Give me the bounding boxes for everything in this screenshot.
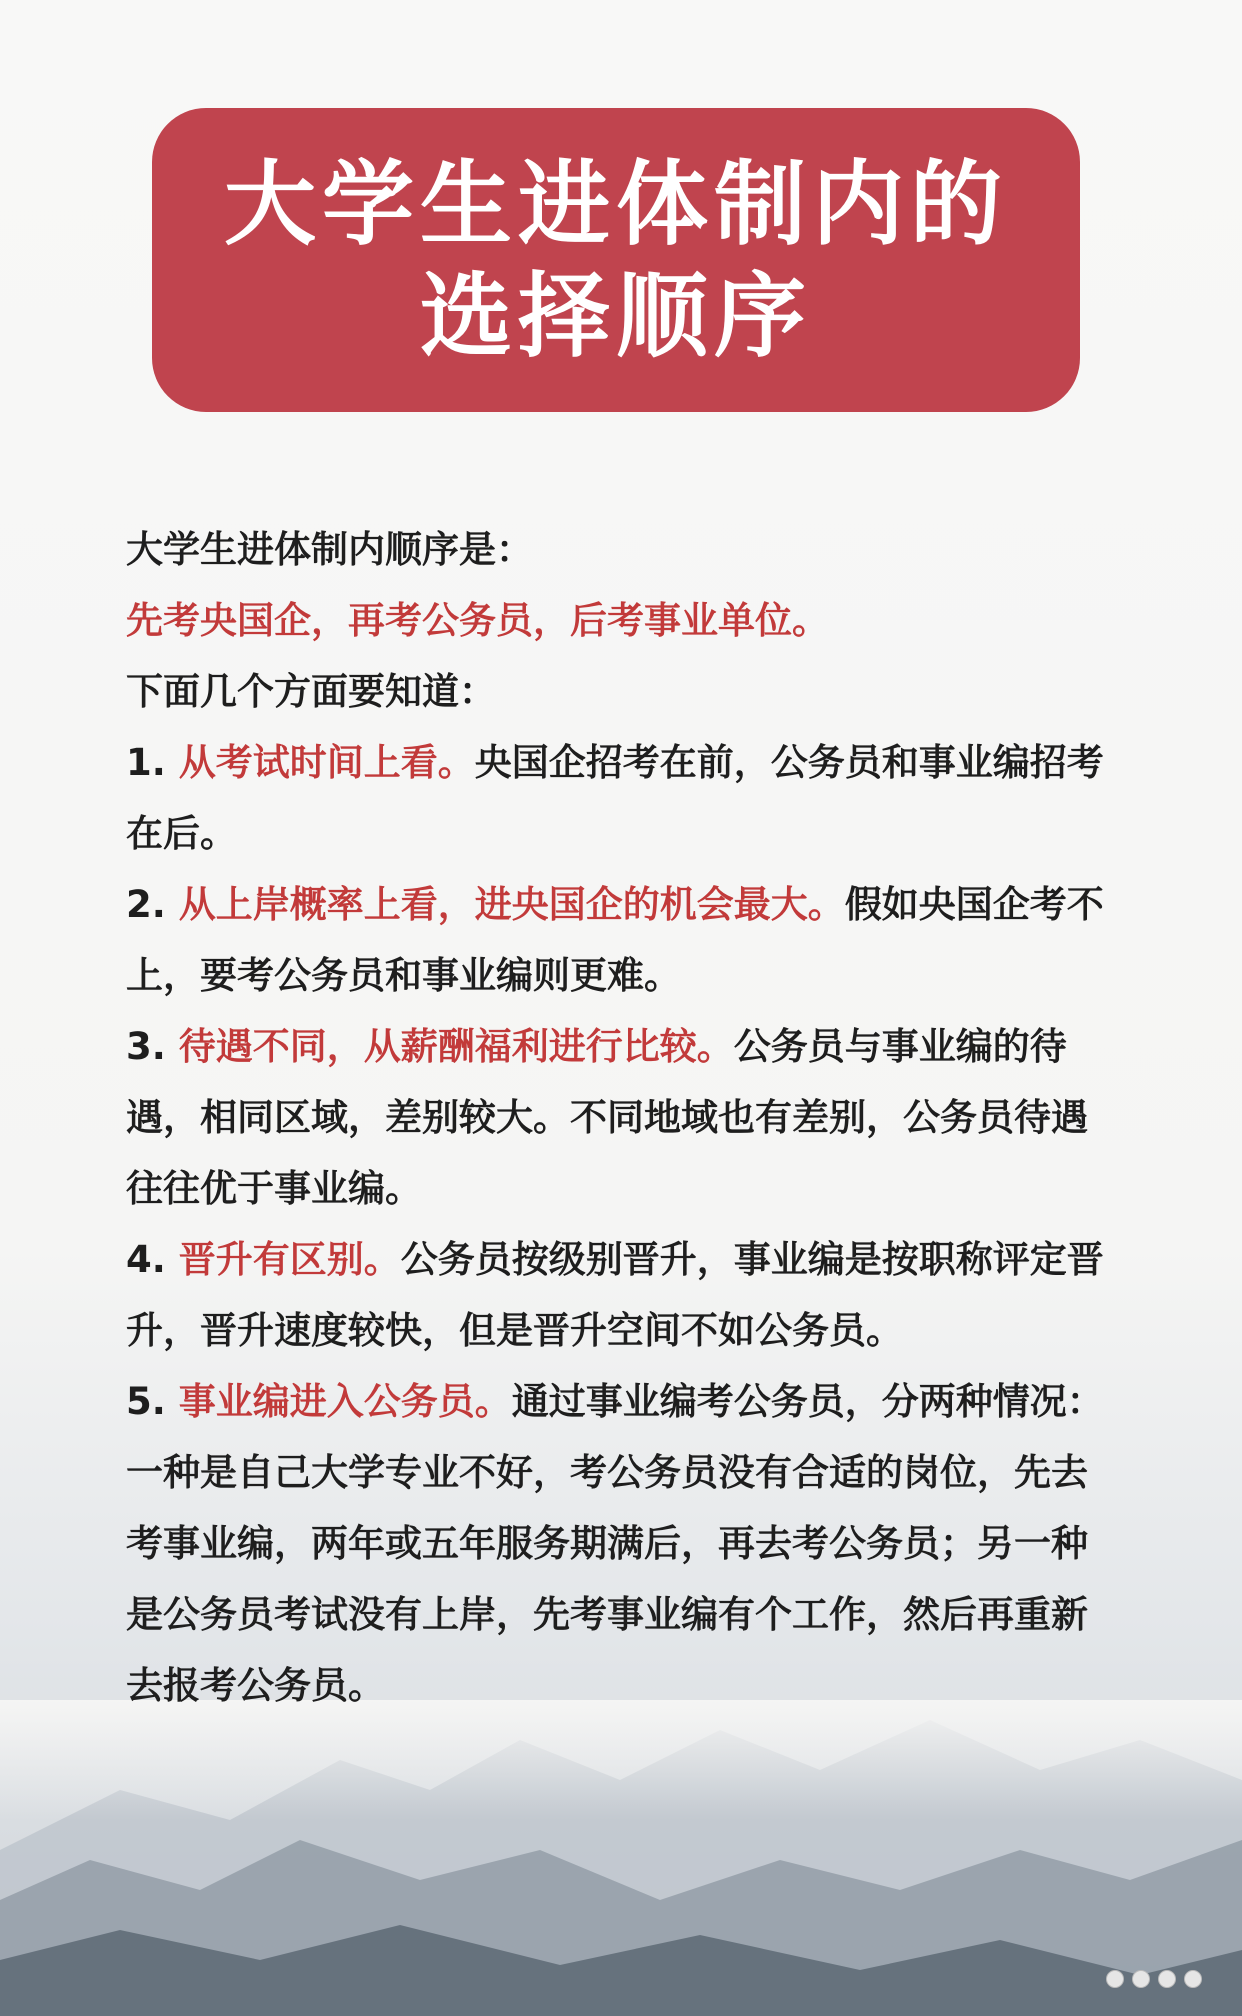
point-2 — [126, 869, 1106, 1011]
point-number: 5. — [126, 1380, 166, 1423]
intro-text: 大学生进体制内顺序是： — [126, 527, 533, 571]
order-text: 先考央国企，再考公务员，后考事业单位。 — [126, 598, 829, 642]
point-body: 央国企招考在前，公务员和事业编招考在后。 — [126, 740, 1104, 855]
point-body: 通过事业编考公务员，分两种情况：一种是自己大学专业不好，考公务员没有合适的岗位，先去考事业编，两年或五年服务期满后，再去考公务员；另一种是公务员考试没有上岸，先考事业编有个工作，然后再重新去报考公务员。 — [126, 1379, 1104, 1707]
pager-dot — [1158, 1970, 1176, 1988]
title-line-2: 选择顺序 — [419, 262, 812, 370]
image-pager — [1106, 1970, 1202, 1988]
point-1 — [126, 727, 1106, 869]
point-highlight: 从上岸概率上看，进央国企的机会最大。 — [178, 882, 845, 926]
article-body — [126, 514, 1106, 1721]
point-number: 2. — [126, 883, 166, 926]
point-body: 公务员按级别晋升，事业编是按职称评定晋升，晋升速度较快，但是晋升空间不如公务员。 — [126, 1237, 1104, 1352]
point-number: 1. — [126, 741, 166, 784]
point-highlight: 晋升有区别。 — [178, 1237, 401, 1281]
point-5 — [126, 1366, 1106, 1721]
point-body: 假如央国企考不上，要考公务员和事业编则更难。 — [126, 882, 1104, 997]
point-3 — [126, 1011, 1106, 1224]
title-banner — [152, 108, 1080, 412]
point-number: 4. — [126, 1238, 166, 1281]
pager-dot — [1106, 1970, 1124, 1988]
pager-dot — [1132, 1970, 1150, 1988]
aspects-heading: 下面几个方面要知道： — [126, 669, 496, 713]
point-highlight: 事业编进入公务员。 — [178, 1379, 512, 1423]
point-number: 3. — [126, 1025, 166, 1068]
point-highlight: 从考试时间上看。 — [178, 740, 475, 784]
point-4 — [126, 1224, 1106, 1366]
title-line-1: 大学生进体制内的 — [223, 150, 1008, 258]
pager-dot — [1184, 1970, 1202, 1988]
point-highlight: 待遇不同，从薪酬福利进行比较。 — [178, 1024, 734, 1068]
point-body: 公务员与事业编的待遇，相同区域，差别较大。不同地域也有差别，公务员待遇往往优于事业编。 — [126, 1024, 1088, 1210]
